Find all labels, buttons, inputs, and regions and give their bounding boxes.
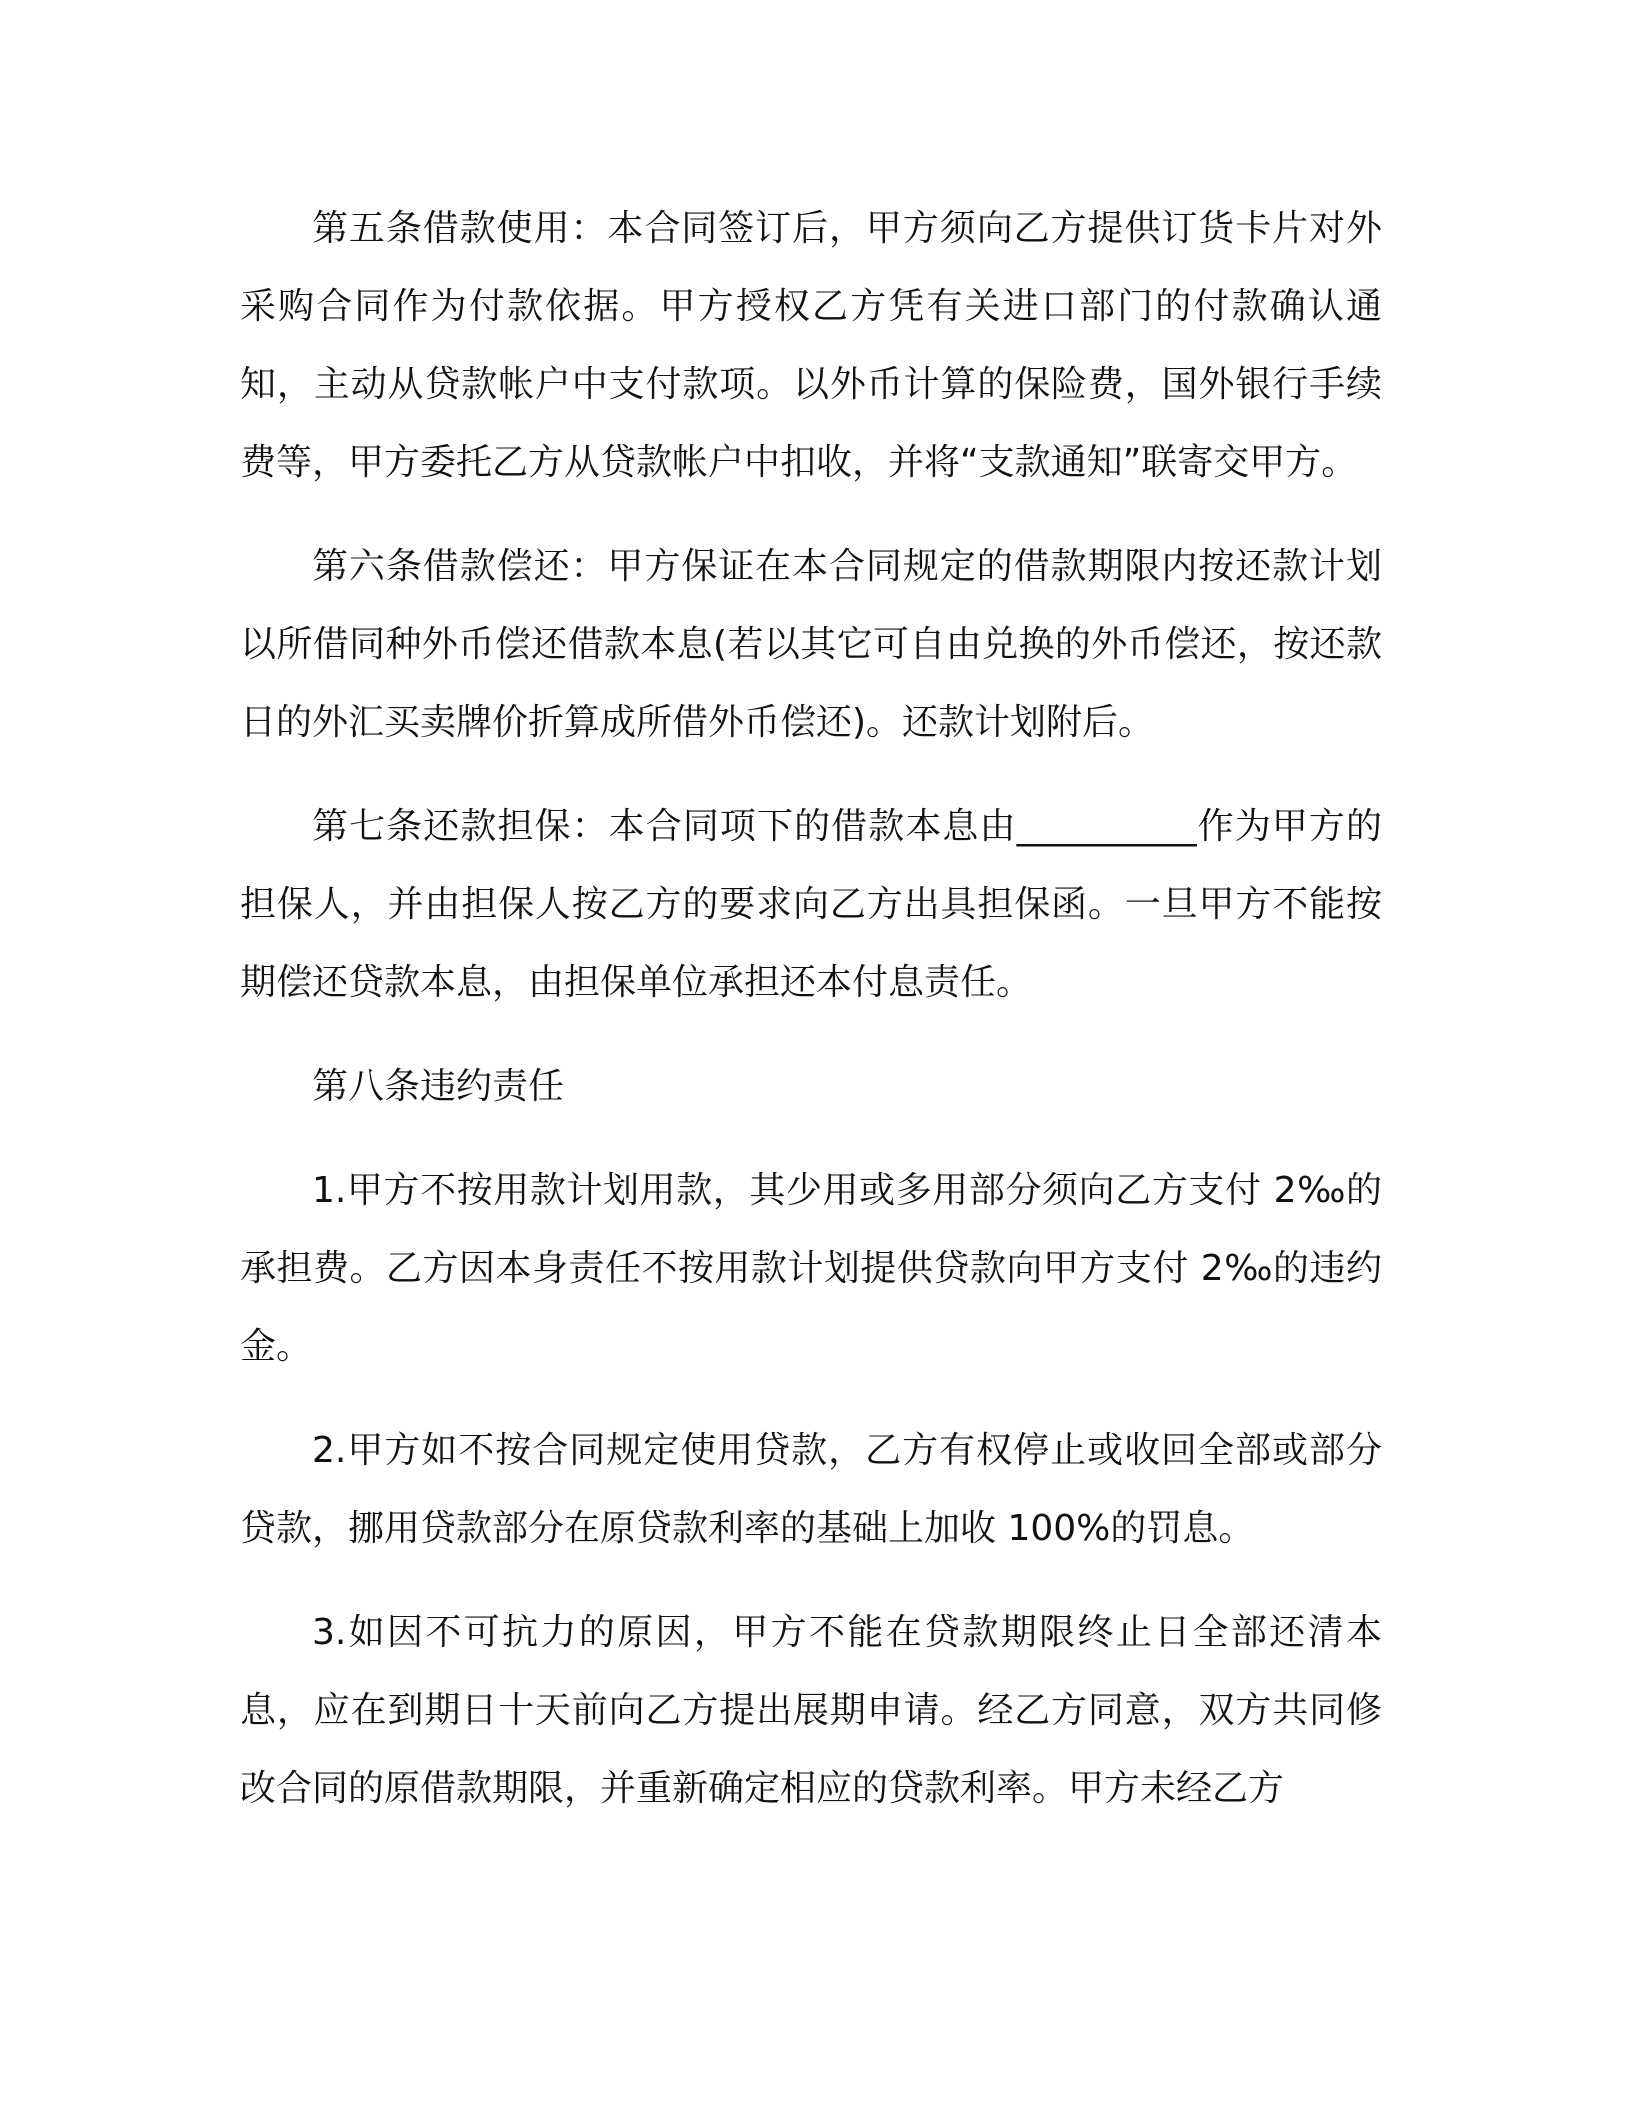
clause-8-1: 1.甲方不按用款计划用款，其少用或多用部分须向乙方支付 2‰的承担费。乙方因本身责任不按用款计划提供贷款向甲方支付 2‰的违约金。 <box>240 1170 1382 1367</box>
article-7-repayment-guarantee: 第七条还款担保：本合同项下的借款本息由__________作为甲方的担保人，并由担保人按乙方的要求向乙方出具担保函。一旦甲方不能按期偿还贷款本息，由担保单位承担还本付息责任。 <box>240 806 1382 1003</box>
article-6-loan-repayment: 第六条借款偿还：甲方保证在本合同规定的借款期限内按还款计划以所借同种外币偿还借款本息(若以其它可自由兑换的外币偿还，按还款日的外汇买卖牌价折算成所借外币偿还)。还款计划附后。 <box>240 546 1382 743</box>
article-5-loan-use: 第五条借款使用：本合同签订后，甲方须向乙方提供订货卡片对外采购合同作为付款依据。甲方授权乙方凭有关进口部门的付款确认通知，主动从贷款帐户中支付款项。以外币计算的保险费，国外银行手续费等，甲方委托乙方从贷款帐户中扣收，并将“支款通知”联寄交甲方。 <box>240 208 1382 483</box>
clause-8-2: 2.甲方如不按合同规定使用贷款，乙方有权停止或收回全部或部分贷款，挪用贷款部分在原贷款利率的基础上加收 100%的罚息。 <box>240 1430 1382 1549</box>
article-8-heading: 第八条违约责任 <box>312 1066 565 1107</box>
clause-8-3: 3.如因不可抗力的原因，甲方不能在贷款期限终止日全部还清本息，应在到期日十天前向乙方提出展期申请。经乙方同意，双方共同修改合同的原借款期限，并重新确定相应的贷款利率。甲方未经乙方 <box>240 1612 1382 1809</box>
document-body <box>240 190 1382 1854</box>
